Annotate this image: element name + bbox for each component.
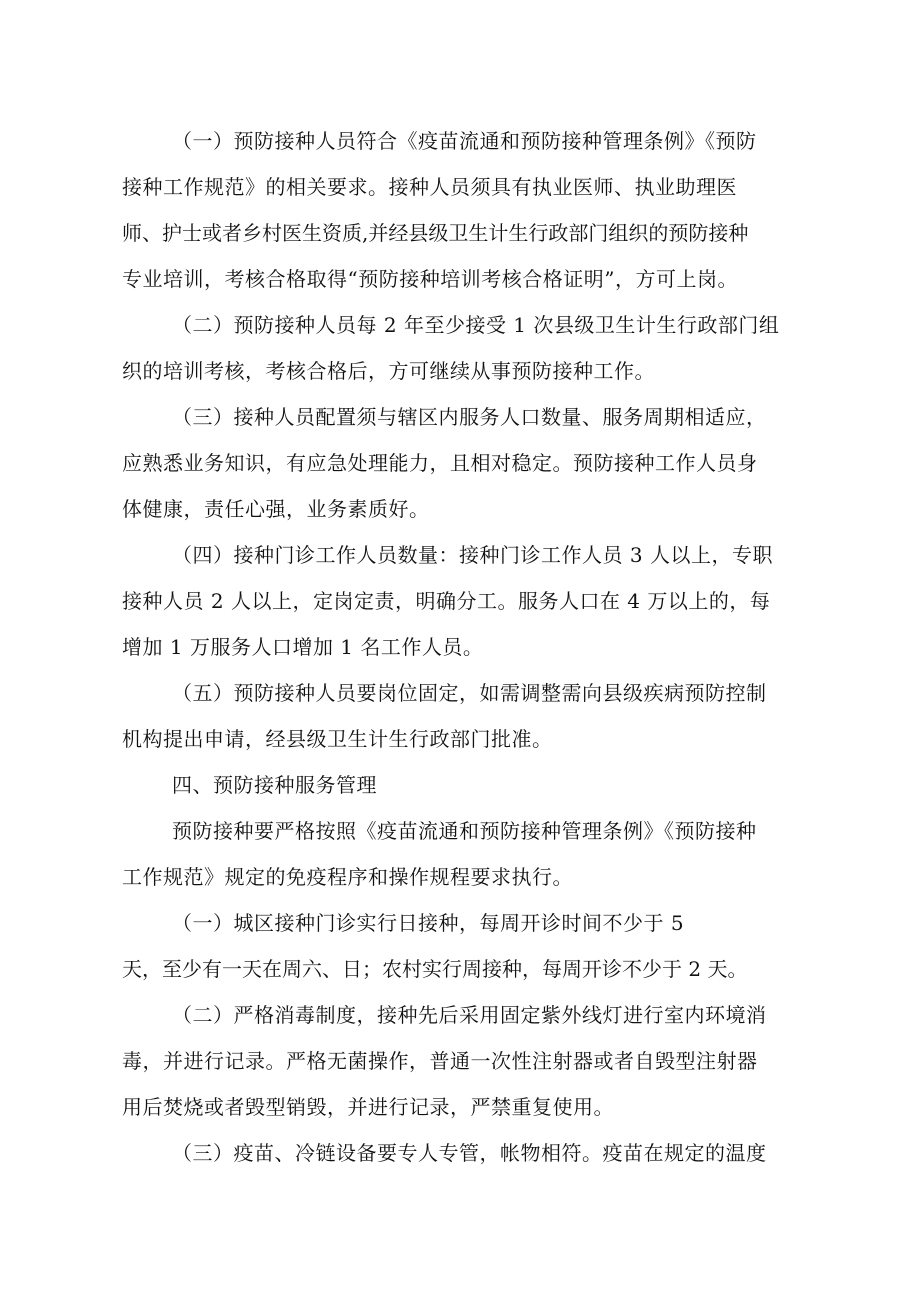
text-line: 接种人员 2 人以上，定岗定责，明确分工。服务人口在 4 万以上的，每 — [122, 589, 771, 613]
text-line: （一）预防接种人员符合《疫苗流通和预防接种管理条例》《预防 — [172, 129, 757, 153]
text-line: 机构提出申请，经县级卫生计生行政部门批准。 — [122, 727, 553, 751]
section-heading: 四、预防接种服务管理 — [172, 773, 377, 797]
text-line: （三）接种人员配置须与辖区内服务人口数量、服务周期相适应， — [172, 405, 767, 429]
text-line: （三）疫苗、冷链设备要专人专管，帐物相符。疫苗在规定的温度 — [172, 1141, 767, 1165]
text-line: （二）严格消毒制度，接种先后采用固定紫外线灯进行室内环境消 — [172, 1003, 767, 1027]
text-line: 体健康，责任心强，业务素质好。 — [122, 497, 430, 521]
text-line: 用后焚烧或者毁型销毁，并进行记录，严禁重复使用。 — [122, 1095, 614, 1119]
text-line: 毒，并进行记录。严格无菌操作，普通一次性注射器或者自毁型注射器 — [122, 1049, 758, 1073]
text-line: 工作规范》规定的免疫程序和操作规程要求执行。 — [122, 865, 573, 889]
text-line: 专业培训，考核合格取得“预防接种培训考核合格证明”，方可上岗。 — [122, 267, 738, 291]
text-line: 师、护士或者乡村医生资质,并经县级卫生计生行政部门组织的预防接种 — [122, 221, 749, 245]
text-line: （五）预防接种人员要岗位固定，如需调整需向县级疾病预防控制 — [172, 681, 767, 705]
text-line: （一）城区接种门诊实行日接种，每周开诊时间不少于 5 — [172, 911, 685, 935]
text-line: 接种工作规范》的相关要求。接种人员须具有执业医师、执业助理医 — [122, 175, 737, 199]
text-line: 织的培训考核，考核合格后，方可继续从事预防接种工作。 — [122, 359, 655, 383]
text-line: （四）接种门诊工作人员数量：接种门诊工作人员 3 人以上，专职 — [172, 543, 773, 567]
text-line: 预防接种要严格按照《疫苗流通和预防接种管理条例》《预防接种 — [172, 819, 757, 843]
text-line: 天，至少有一天在周六、日；农村实行周接种，每周开诊不少于 2 天。 — [122, 957, 748, 981]
text-line: 增加 1 万服务人口增加 1 名工作人员。 — [122, 635, 484, 659]
text-line: 应熟悉业务知识，有应急处理能力，且相对稳定。预防接种工作人员身 — [122, 451, 758, 475]
text-line: （二）预防接种人员每 2 年至少接受 1 次县级卫生计生行政部门组 — [172, 313, 780, 337]
